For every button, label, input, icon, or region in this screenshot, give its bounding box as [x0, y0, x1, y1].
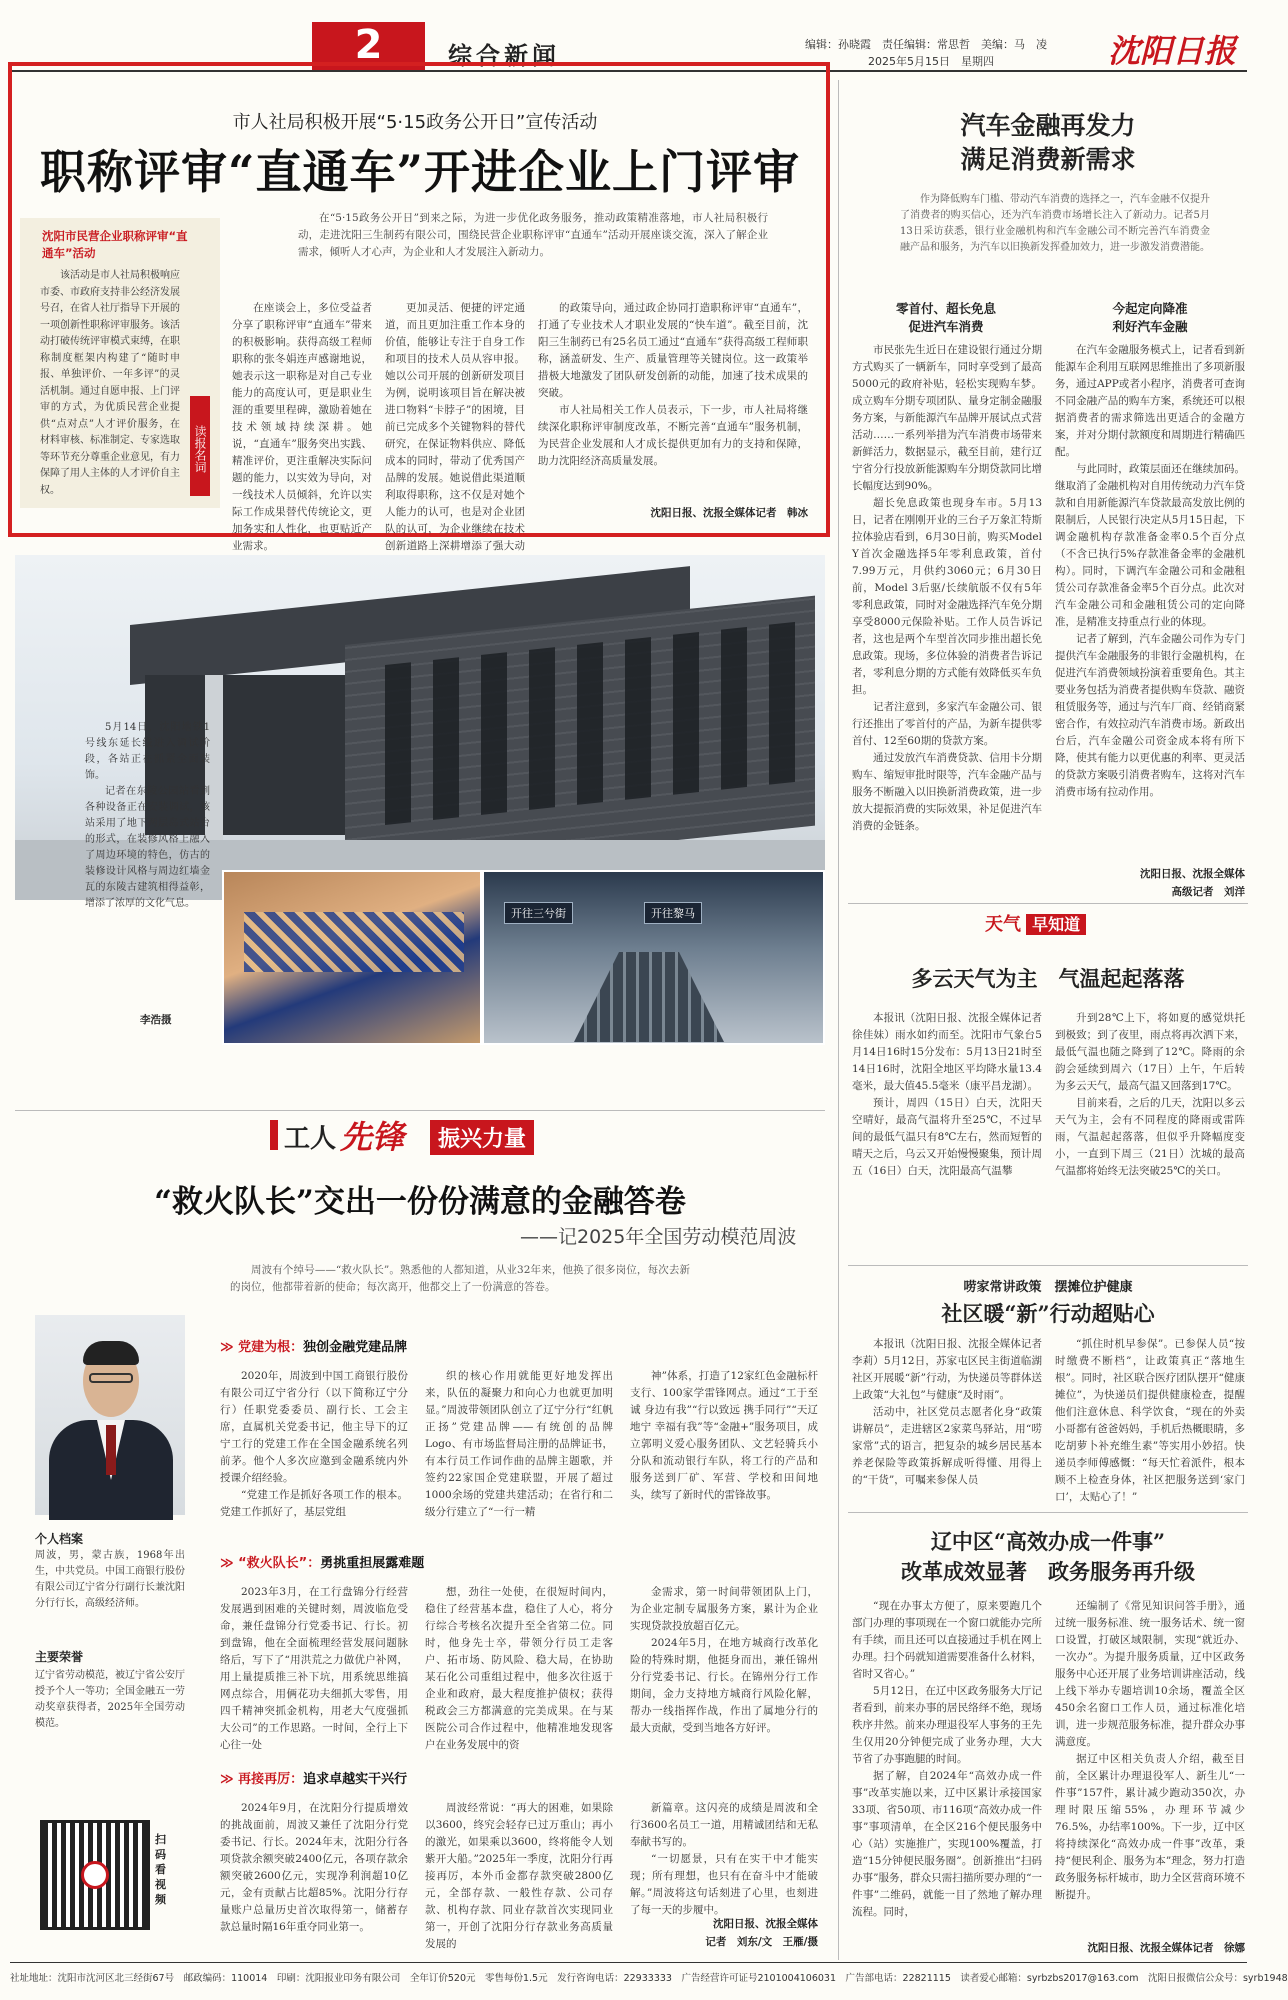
- sec2-label: “救火队长”：: [238, 1556, 321, 1571]
- liaozhong-col1-p1: “现在办事太方便了，原来要跑几个部门办理的事项现在一个窗口就能办完所有手续，而且还可以直接通过手机在网上办理。扫个码就知道需要准备什么材料，省时又省心。”: [852, 1600, 1042, 1680]
- liaozhong-credit: 沈阳日报、沈报全媒体记者 徐娜: [1087, 1942, 1245, 1954]
- weather-col1: [852, 1010, 1042, 1265]
- auto-col2-p2: 与此同时，政策层面还在继续加码。继取消了金融机构对自用传统动力汽车贷款和自用新能源汽车贷款最高发放比例的限制后，人民银行决定从5月15日起，下调金融机构存款准备金率0.5个百分点（不含已执行5%存款准备金率的金融机构）。同时，下调汽车金融公司和金融租赁公司存款准备金率5个百分点。此次对汽车金融公司和金融租赁公司的定向降准，是精准支持重点行业的体现。: [1055, 463, 1245, 628]
- worker-sec2-heading: [220, 1552, 424, 1571]
- auto-sub2: [1052, 300, 1248, 336]
- honor-title: 主要荣誉: [35, 1650, 84, 1664]
- weather-col1-p2: 预计，周四（15日）白天，沈阳天空晴好，最高气温将升至25℃，不过早间的最低气温只有8℃左右，然而短暂的晴天之后，乌云又开始慢慢聚集，预计周五（16日）白天，沈阳最高气温攀: [852, 1097, 1042, 1177]
- sec3-title: 追求卓越实干兴行: [303, 1772, 408, 1787]
- sec2-col1-p1: 2023年3月，在工行盘锦分行经营发展遇到困难的关键时刻，周波临危受命，兼任盘锦分行党委书记、行长。初到盘锦，他在全面梳理经营发展问题脉络后，写下了“用洪荒之力做优户补网，用上量提质推三补下坑，用系统思维搞网点综合，用俩花功夫细抓大零售，用四千精神突抓金机构，用老大气度强抓大公司”的工作思路。一时间，全行上下心往一处: [220, 1586, 408, 1751]
- liaozhong-col2: [1055, 1598, 1245, 1938]
- auto-sub2-line1: 今起定向降准: [1112, 301, 1188, 316]
- lead-col2-p1: 更加灵活、便捷的评定通道，而且更加注重工作本身的价值，能够让专注于自身工作和项目的技术人员从容申报。她以公司开展的创新研发项目为例，说明该项目旨在解决被进口物料“卡脖子”的困境，目前已完成多个关键物料的替代研究，在保证物料供应、降低成本的同时，带动了优秀国产品牌的发展。她说借此渠道顺利取得职称，这不仅是对她个人能力的认可，也是对企业团队的认可，为企业继续在技术创新道路上深耕增添了强大动: [385, 302, 525, 552]
- worker-sec2-col1: [220, 1584, 408, 1754]
- auto-col1-p1: 市民张先生近日在建设银行通过分期方式购买了一辆新车，同时享受到了最高5000元的政府补贴，轻松实现购车梦。成立购车分期专项团队、量身定制金融服务方案，与新能源汽车品牌开展试点式营活动……一系列举措为汽车消费市场带来新鲜活力，数据显示，截至目前，建行辽宁省分行投放新能源购车分期贷款同比增长幅度达到90%。: [852, 344, 1042, 492]
- subway-caption: [85, 720, 210, 1020]
- liaozhong-col2-p1: 还编制了《常见知识问答手册》，通过统一服务标准、统一服务话术、统一窗口设置，打破区域限制，实现“就近办、一次办”。为提升服务质量，辽中区政务服务中心还开展了业务培训讲座活动，线上线下举办专题培训10余场，覆盖全区450余名窗口工作人员，通过标准化培训，进一步规范服务标准，提升群众办事满意度。: [1055, 1600, 1245, 1748]
- auto-sub1-line1: 零首付、超长免息: [895, 301, 996, 316]
- auto-headline-1: 汽车金融再发力: [960, 111, 1136, 140]
- auto-col1-p4: 通过发放汽车消费贷款、信用卡分期购车、缩短审批时限等，汽车金融产品与服务不断融入以旧换新消费政策，进一步放大提振消费的实际效果，补足促进汽车消费的金链条。: [852, 752, 1042, 832]
- portrait-hair: [83, 1341, 139, 1365]
- worker-sec3-col1: [220, 1800, 408, 1960]
- qr-code[interactable]: [40, 1820, 150, 1930]
- liaozhong-headline-2: 改革成效显著 政务服务再升级: [901, 1559, 1195, 1584]
- community-col2: [1055, 1336, 1245, 1506]
- sec1-arrow-icon: ≫: [220, 1340, 234, 1355]
- weather-col2-p2: 目前来看，之后的几天，沈阳以多云天气为主，会有不同程度的降雨或雷阵雨，气温起起落落，但似乎升降幅度变小，一直到下周三（21日）沈城的最高气温都将始终无法突破25℃的关口。: [1055, 1097, 1245, 1177]
- sec1-title: 独创金融党建品牌: [303, 1340, 408, 1355]
- liaozhong-col1: [852, 1598, 1042, 1956]
- sec1-col2-p1: 织的核心作用就能更好地发挥出来，队伍的凝聚力和向心力也就更加明显。”周波带领团队创立了辽宁分行“红帆正扬”党建品牌——有统创的品牌Logo、有市场监督局注册的品牌证书，有本行员工作词作曲的品牌主题歌，并签约22家国企党建联盟，开展了超过1000余场的党建共建活动；在省行和二级分行建立了“一行一精: [425, 1370, 613, 1518]
- sec2-arrow-icon: ≫: [220, 1556, 234, 1571]
- community-col1-p1: 本报讯（沈阳日报、沈报全媒体记者李莉）5月12日，苏家屯区民主街道临湖社区开展暖“新”行动，为快递员等群体送上政策“大礼包”与健康“及时雨”。: [852, 1338, 1042, 1401]
- worker-credit-1: 沈阳日报、沈报全媒体: [713, 1918, 818, 1930]
- profile-text: 周波，男，蒙古族，1968年出生，中共党员。中国工商银行股份有限公司辽宁省分行副行长兼沈阳分行行长，高级经济师。: [35, 1550, 185, 1609]
- weather-tag-1: 天气: [985, 914, 1021, 935]
- auto-col2-p3: 记者了解到，汽车金融公司作为专门提供汽车金融服务的非银行金融机构，在促进汽车消费领域扮演着重要角色。其主要业务包括为消费者提供购车贷款、融资租赁服务等，通过与汽车厂商、经销商紧密合作，有效拉动汽车消费市场。新政出台后，汽车金融公司资金成本将有所下降，使其有能力以更优惠的利率、更灵活的贷款方案吸引消费者购车，这将对汽车消费市场有拉动作用。: [1055, 633, 1245, 798]
- auto-col1-p3: 记者注意到，多家汽车金融公司、银行还推出了零首付的产品，为新车提供零首付、12至60期的贷款方案。: [852, 701, 1042, 747]
- community-kicker: 唠家常讲政策 摆摊位护健康: [963, 1280, 1133, 1295]
- lead-col3: [538, 300, 808, 500]
- lead-intro: 在“5·15政务公开日”到来之际，为进一步优化政务服务，推动政策精准落地，市人社局积极行动，走进沈阳三生制药有限公司，围绕民营企业职称评审“直通车”活动开展座谈交流，深入了解企业需求，倾听人才心声，为企业和人才发展注入新动力。: [298, 212, 768, 258]
- qr-logo-icon: [81, 1861, 109, 1889]
- worker-banner: [270, 1110, 590, 1160]
- community-col2-p1: “抓住时机早参保”。已参保人员“按时缴费不断档”，让政策真正“落地生根”。同时，社区联合医疗团队摆开“健康摊位”，为快递员们提供健康检查，提醒他们注意休息、科学饮食，“现在的外卖小哥都有爸爸妈妈，手机后热概眼睛，多吃胡萝卜补充维生素”等实用小妙招。快递员李师傅感慨：“每天忙着派件，根本顾不上检查身体，社区把服务送到‘家门口’，太贴心了！”: [1055, 1338, 1245, 1503]
- auto-col1: [852, 342, 1042, 887]
- weather-col2: [1055, 1010, 1245, 1265]
- lead-col1: [232, 300, 372, 552]
- liaozhong-col1-p2: 5月12日，在辽中区政务服务大厅记者看到，前来办事的居民络绎不绝，现场秩序井然。前来办理退役军人事务的王先生仅用20分钟便完成了业务办理，大大节省了办事跑腿的时间。: [852, 1685, 1042, 1765]
- worker-sec3-col3: [630, 1800, 818, 1916]
- sec3-arrow-icon: ≫: [220, 1772, 234, 1787]
- worker-sec1-heading: [220, 1336, 407, 1355]
- lead-credit: 沈阳日报、沈报全媒体记者 韩冰: [650, 507, 808, 519]
- subway-photographer: 李浩摄: [140, 1014, 172, 1026]
- right-column-divider: [838, 80, 839, 1960]
- auto-sub1-line2: 促进汽车消费: [908, 319, 984, 334]
- platform-escalator: [574, 952, 724, 1042]
- lead-col3-p2: 市人社局相关工作人员表示，下一步，市人社局将继续深化职称评审制度改革，不断完善“直通车”服务机制，为民营企业发展和人才成长提供更加有力的支持和保障，助力沈阳经济高质量发展。: [538, 404, 808, 467]
- auto-col2: [1055, 342, 1245, 864]
- liaozhong-headline-1: 辽中区“高效办成一件事”: [930, 1529, 1166, 1554]
- subway-ceiling-photo: [222, 870, 482, 1045]
- worker-sec1-col3: [630, 1368, 818, 1538]
- weather-top-rule: [848, 903, 1248, 904]
- worker-banner-text-3: 振兴力量: [430, 1120, 534, 1155]
- subway-caption-lead: 5月14日，沈阳地铁1号线东延长线进入调试阶段，各站正在抓紧全面装饰。: [85, 722, 210, 781]
- sec2-col3-p1: 金需求，第一时间带领团队上门，为企业定制专属服务方案，累计为企业实现贷款投放超百亿元。: [630, 1586, 818, 1632]
- footer-info: 社址地址：沈阳市沈河区北三经街67号 邮政编码：110014 印刷：沈阳报业印务有限公司 全年订价520元 零售每份1.5元 发行咨询电话：22933333 广告经营许可证号2101004106031 广告部电话：22821115 读者爱心邮箱：syrbzbs2017@163.com 沈阳日报微信公众号：syrb1948: [10, 1973, 1288, 1984]
- auto-sub1: [848, 300, 1044, 336]
- sec1-col3-p1: 神”体系，打造了12家红色金融标杆支行、100家学雷锋网点。通过“工于至诚 身边有我”“行以致远 携手同行”“天辽地宁 幸福有我”等“金融+”服务项目，成立郭明义爱心服务团队、文艺轻骑兵小分队和流动银行车队，将工行的产品和服务送到厂矿、军营、学校和田间地头，续写了新时代的雷锋故事。: [630, 1370, 818, 1501]
- sec3-col3-p1: 新篇章。这闪亮的成绩是周波和全行3600名员工一道，用精诚团结和无私奉献书写的。: [630, 1802, 818, 1848]
- sec1-col1-p2: “党建工作是抓好各项工作的根本。党建工作抓好了，基层党组: [220, 1489, 408, 1518]
- auto-headline-2: 满足消费新需求: [960, 145, 1136, 174]
- paper-logo: 沈阳日报: [1108, 32, 1237, 70]
- worker-subhead: ——记2025年全国劳动模范周波: [520, 1226, 797, 1248]
- platform-sign-1: 开往三兮街: [504, 902, 573, 924]
- worker-sec1-col2: [425, 1368, 613, 1538]
- sec3-col2-p1: 周波经常说：“再大的困难，如果除以3600，终究会轻存已过万重山；再小的激光，如果乘以3600，终将能令人划紫开大船。”2025年一季度，沈阳分行再接再厉，本外币金都存款突破2800亿元，全部存款、一般性存款、公司存款、机构存款、同业存款首次实现同业第一，开创了沈阳分行存款业务高质量发展的: [425, 1802, 613, 1950]
- footer-rule: [10, 1962, 1247, 1963]
- lead-kicker: 市人社局积极开展“5·15政务公开日”宣传活动: [232, 112, 598, 133]
- auto-credit-2: 高级记者 刘洋: [1171, 886, 1245, 898]
- auto-credit-1: 沈阳日报、沈报全媒体: [1140, 868, 1245, 880]
- platform-sign-2: 开往黎马: [644, 902, 702, 924]
- liaozhong-top-rule: [848, 1512, 1248, 1513]
- sec1-label: 党建为根：: [238, 1340, 304, 1355]
- lead-col2: [385, 300, 525, 552]
- lead-col3-p1: 的政策导向，通过政企协同打造职称评审“直通车”，打通了专业技术人才职业发展的“快车道”。截至目前，沈阳三生制药已有25名员工通过“直通车”获得高级工程师职称，涵盖研发、生产、质量管理等关键岗位。这一政策举措极大地激发了团队研发创新的动能，加速了技术成果的突破。: [538, 302, 808, 399]
- community-col1: [852, 1336, 1042, 1506]
- worker-banner-text-1: 工人: [284, 1124, 337, 1154]
- subway-platform-photo: [482, 870, 825, 1045]
- worker-sec2-col3: [630, 1584, 818, 1754]
- auto-sub2-line2: 利好汽车金融: [1112, 319, 1188, 334]
- subway-caption-body: 记者在东陵公园站看到各种设备正在安装调试，该站采用了地下两层岛式站台的形式，在装修风格上融入了周边环境的特色，仿古的装修设计风格与周边红墙金瓦的东陵古建筑相得益彰，增添了浓厚的文化气息。: [85, 786, 210, 909]
- worker-sec3-col2: [425, 1800, 613, 1960]
- sec2-col2-p1: 想，劲往一处使，在很短时间内，稳住了经营基本盘，稳住了人心，将分行综合考核名次提升至全省第二位。同时，他身先士卒，带领分行员工走客户、拓市场、防风险、稳大局，在协助某石化公司重组过程中，他多次往返于企业和政府，最大程度推护债权；获得税政会三方都满意的完美成果。在与某医院公司合作过程中，他精准地发现客户在业务发展中的资: [425, 1586, 613, 1751]
- sec2-col3-p2: 2024年5月，在地方城商行改革化险的特殊时期，他挺身而出，兼任锦州分行党委书记、行长。在锦州分行工作期间，金力支持地方城商行风险化解，帮办一线指挥作战，作出了属地分行的最大贡献，受到当地各方好评。: [630, 1637, 818, 1734]
- worker-intro: 周波有个绰号——“救火队长”。熟悉他的人都知道，从业32年来，他换了很多岗位，每次去新的岗位，他都带着新的使命；每次离开，他都交上了一份满意的答卷。: [230, 1264, 690, 1293]
- sec3-col1-p1: 2024年9月，在沈阳分行提质增效的挑战面前，周波又兼任了沈阳分行党委书记、行长。2024年末，沈阳分行各项贷款余额突破2400亿元，各项存款余额突破2600亿元，实现净利润超10亿元，金有贡献占比超85%。沈阳分行存量账户总量历史首次取得第一，储蓄存款总量时隔16年重夺同业第一。: [220, 1802, 408, 1933]
- sec3-col3-p2: “一切愿景，只有在实干中才能实现；所有理想，也只有在奋斗中才能破解。”周波将这句话刻进了心里，也刻进了每一天的步履中。: [630, 1853, 818, 1916]
- portrait-glasses: [89, 1373, 133, 1383]
- worker-sec3-heading: [220, 1768, 407, 1787]
- masthead: [0, 0, 1257, 70]
- worker-headline: “救火队长”交出一份份满意的金融答卷: [154, 1184, 686, 1220]
- weather-col2-p1: 升到28℃上下，将如夏的感觉烘托到极致；到了夜里，雨点将再次洒下来，最低气温也随之降到了12℃。降雨的余韵会延续到周六（17日）上午，午后转为多云天气，最高气温又回落到17℃。: [1055, 1012, 1245, 1092]
- sec2-title: 勇挑重担展露难题: [320, 1556, 425, 1571]
- sec3-label: 再接再厉：: [238, 1772, 304, 1787]
- issue-date: 2025年5月15日 星期四: [868, 55, 994, 68]
- auto-col1-p2: 超长免息政策也现身车市。5月13日，记者在刚刚开业的三台子万象汇特斯拉体验店看到，6月30日前，购买Model Y首次金融选择5年零利息政策，首付7.99万元，月供约3060元；6月30日前，Model 3后驱/长续航版不仅有5年零利息政策，同时对金融选择汽车免分期享受8000元保险补贴。工作人员告诉记者，这也是两个车型首次同步推出超长免息政策。现场，多位体验的消费者告诉记者，零利息分期的方式能有效降低买车负担。: [852, 497, 1042, 696]
- community-top-rule: [848, 1265, 1248, 1266]
- profile-title: 个人档案: [35, 1532, 84, 1546]
- weather-tag: [985, 910, 1086, 936]
- weather-col1-p1: 本报讯（沈阳日报、沈报全媒体记者徐佳妹）雨水如约而至。沈阳市气象台5月14日16时15分发布：5月13日21时至14日16时，沈阳全地区平均降水量13.4毫米，最大值45.5毫米（康平昌龙湖）。: [852, 1012, 1042, 1092]
- lead-sidebar-text: 该活动是市人社局积极响应市委、市政府支持非公经济发展号召，在省人社厅指导下开展的一项创新性职称评审服务。该活动打破传统评审模式束缚，在职称制度框架内构建了“随时申报、单独评价、一年多评”的灵活机制。通过自愿申报、上门评审的方式，为优质民营企业提供“点对点”人才评价服务，在材料审核、标准制定、专家选取等环节充分尊重企业意见，有力保障了用人主体的人才评价自主权。: [40, 270, 180, 496]
- auto-col2-p1: 在汽车金融服务模式上，记者看到新能源车企利用互联网思维推出了多项新服务，通过APP或者小程序，消费者可查询不同金融产品的购车方案，系统还可以根据消费者的需求筛选出更适合的金融方案，并对分期付款额度和周期进行精确匹配。: [1055, 344, 1245, 458]
- lead-sidebar-tag: 读报名词: [190, 396, 210, 496]
- weather-tag-2: 早知道: [1026, 914, 1086, 935]
- editors-line: 编辑：孙晓霞 责任编辑：常思哲 美编：马 凌: [805, 38, 1047, 51]
- worker-banner-text-2: 先锋: [340, 1118, 405, 1156]
- honor-text: 辽宁省劳动模范，被辽宁省公安厅授予个人一等功；全国金融五一劳动奖章获得者，2025年全国劳动模范。: [35, 1670, 185, 1729]
- portrait-tie: [106, 1425, 116, 1475]
- worker-sec1-col1: [220, 1368, 408, 1538]
- worker-banner-mark: [270, 1120, 278, 1150]
- liaozhong-col2-p2: 据辽中区相关负责人介绍，截至目前，全区累计办理退役军人、新生儿“一件事”157件，累计减少跑动350次，办理时限压缩55%，办理环节减少76.5%，办结率100%。下一步，辽中区将持续深化“高效办成一件事”改革，秉持“便民利企、服务为本”理念，努力打造政务服务标杆城市，助力全区营商环境不断提升。: [1055, 1753, 1245, 1901]
- community-headline: 社区暖“新”行动超贴心: [941, 1301, 1155, 1326]
- weather-headline: 多云天气为主 气温起起落落: [911, 966, 1185, 991]
- lead-sidebar: [20, 218, 220, 508]
- community-col1-p2: 活动中，社区党员志愿者化身“政策讲解员”，走进辖区2家菜鸟驿站，用“唠家常”式的语言，把复杂的城乡居民基本养老保险等政策拆解成听得懂、用得上的“干货”，可嘱来参保人员: [852, 1406, 1042, 1486]
- worker-credit-2: 记者 刘东/文 王雁/摄: [705, 1936, 818, 1948]
- worker-portrait: [35, 1315, 185, 1515]
- section-name: 综合新闻: [448, 42, 560, 70]
- auto-intro: 作为降低购车门槛、带动汽车消费的选择之一，汽车金融不仅提升了消费者的购买信心，还为汽车消费市场增长注入了新动力。记者5月13日采访获悉，银行业金融机构和汽车金融公司不断完善汽车消费金融产品和服务，为汽车以旧换新发挥叠加效力，进一步激发消费潜能。: [900, 194, 1210, 253]
- qr-label: 扫码看视频: [155, 1833, 166, 1906]
- ceiling-pattern: [244, 912, 464, 972]
- lead-col1-p1: 在座谈会上，多位受益者分享了职称评审“直通车”带来的积极影响。获得高级工程师职称的张冬娟连声感谢地说，她表示这一职称是对自己专业能力的高度认可，更是职业生涯的重要里程碑，激励着她在技术领域持续深耕。她说，“直通车”服务突出实践、精准评价，更注重解决实际问题的能力，以实效为导向，对一线技术人员倾斜，允许以实际工作成果替代传统论文，更加务实和人性化，也更贴近产业需求。: [232, 302, 372, 552]
- page-number: 2: [354, 22, 383, 68]
- sec1-col1-p1: 2020年，周波到中国工商银行股份有限公司辽宁省分行（以下简称辽宁分行）任职党委委员、副行长、工会主席，直属机关党委书记，他主导下的辽宁工行的党建工作在全国金融系统名列前茅。他个人多次应邀到金融系统内外授课介绍经验。: [220, 1370, 408, 1484]
- liaozhong-col1-p3: 据了解，自2024年“高效办成一件事”改革实施以来，辽中区累计承接国家33项、省50项、市116项“高效办成一件事”事项清单，在全区216个便民服务中心（站）实施推广，实现100%覆盖，打造“15分钟便民服务圈”。创新推出“扫码办事”服务，群众只需扫描所要办理的“一件事”二维码，就能一目了然地了解办理流程。同时，: [852, 1770, 1042, 1918]
- worker-sec2-col2: [425, 1584, 613, 1754]
- lead-sidebar-title: 沈阳市民营企业职称评审“直通车”活动: [42, 229, 188, 260]
- lead-headline: 职称评审“直通车”开进企业上门评审: [40, 145, 800, 199]
